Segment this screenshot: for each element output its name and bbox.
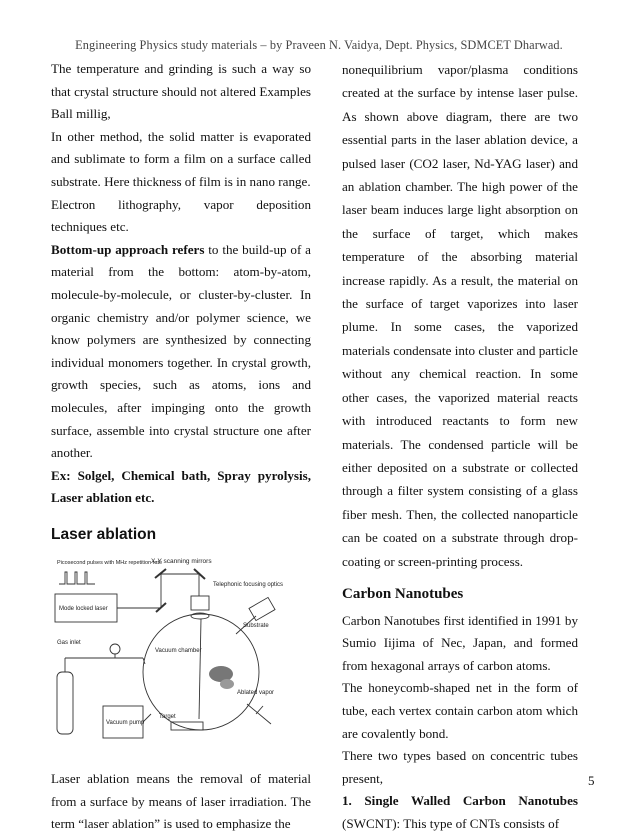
paragraph-types: There two types based on concentric tubes present, — [342, 748, 578, 786]
label-mode-locked: Mode locked laser — [59, 606, 108, 613]
left-column — [51, 58, 311, 836]
label-vacuum-chamber: Vacuum chamber — [155, 648, 202, 655]
running-header: Engineering Physics study materials – by Praveen N. Vaidya, Dept. Physics, SDMCET Dharwad. — [75, 38, 563, 52]
paragraph-evaporation: In other method, the solid matter is evaporated and sublimate to form a film on a surface called substrate. Here thickness of film is in nano range. — [51, 128, 311, 189]
paragraph-cnt-discovery: Carbon Nanotubes first identified in 1991 by Sumio Iijima of Nec, Japan, and formed from hexagonal arrays of carbon atoms. — [342, 612, 578, 673]
label-vacuum-pump: Vacuum pump — [106, 720, 145, 727]
label-substrate: Substrate — [243, 623, 269, 630]
label-pulses: Picosecond pulses with MHz repetition rate — [57, 560, 163, 567]
paragraph-lithography: Electron lithography, vapor deposition techniques etc. — [51, 196, 311, 235]
paragraph-bottom-up — [51, 239, 311, 465]
bottom-up-term: Bottom-up approach refers — [51, 241, 205, 257]
swcnt-text: (SWCNT): This type of CNTs consists of — [342, 815, 560, 831]
heading-carbon-nanotubes: Carbon Nanotubes — [342, 585, 464, 602]
page-number: 5 — [588, 773, 595, 788]
bottom-up-text: to the build-up of a material from the bottom: atom-by-atom, molecule-by-molecule, or cluster-by-cluster. In organic chemistry and/or polymer science, we know polymers are synthesized by connecting individual monomers together. In crystal growth, growth species, such as atoms, ions and molecules, after impinging onto the growth surface, assemble into crystal structure one after another. — [51, 241, 311, 461]
paragraph-ablation-process: nonequilibrium vapor/plasma conditions created at the surface by intense laser pulse. As shown above diagram, there are two essential parts in the laser ablation device, a pulsed laser (CO2 laser, Nd-YAG laser) and an ablation chamber. The high power of the laser beam induces large light absorption on the surface of target, which makes temperature of the absorbing material increase rapidly. As a result, the material on the surface of target vaporizes into laser plume. In some cases, the vaporized materials condensate into cluster and particle without any chemical reaction. In some other cases, the vaporized material reacts with introduced reactants to form new materials. The condensed particle will be either deposited on a substrate or collected through a filter system consisting of a glass fiber mesh. Then, the collected nanoparticle can be coated on a substrate through drop-coating or screen-printing process. — [342, 62, 578, 569]
paragraph-swcnt — [342, 790, 578, 835]
label-telephonic: Telephonic focusing optics — [213, 582, 284, 589]
swcnt-heading: 1. Single Walled Carbon Nanotubes — [342, 793, 578, 809]
right-column — [342, 58, 578, 835]
label-target: Target — [159, 714, 176, 721]
paragraph-honeycomb: The honeycomb-shaped net in the form of tube, each vertex contain carbon atom which are covalently bond. — [342, 680, 578, 741]
laser-ablation-diagram — [51, 554, 313, 746]
heading-laser-ablation: Laser ablation — [51, 525, 157, 543]
label-scanning-mirrors: X-Y scanning mirrors — [151, 558, 212, 566]
label-gas-inlet: Gas inlet — [57, 640, 81, 647]
label-ablated-vapor: Ablated vapor — [237, 690, 275, 697]
examples-bold: Ex: Solgel, Chemical bath, Spray pyrolysis, Laser ablation etc. — [51, 467, 311, 506]
paragraph-laser-ablation: Laser ablation means the removal of material from a surface by means of laser irradiation. The term “laser ablation” is used to emphasize the — [51, 771, 311, 832]
paragraph-ball-milling: The temperature and grinding is such a way so that crystal structure should not altered Examples Ball millig, — [51, 61, 311, 122]
examples-line — [51, 465, 311, 510]
